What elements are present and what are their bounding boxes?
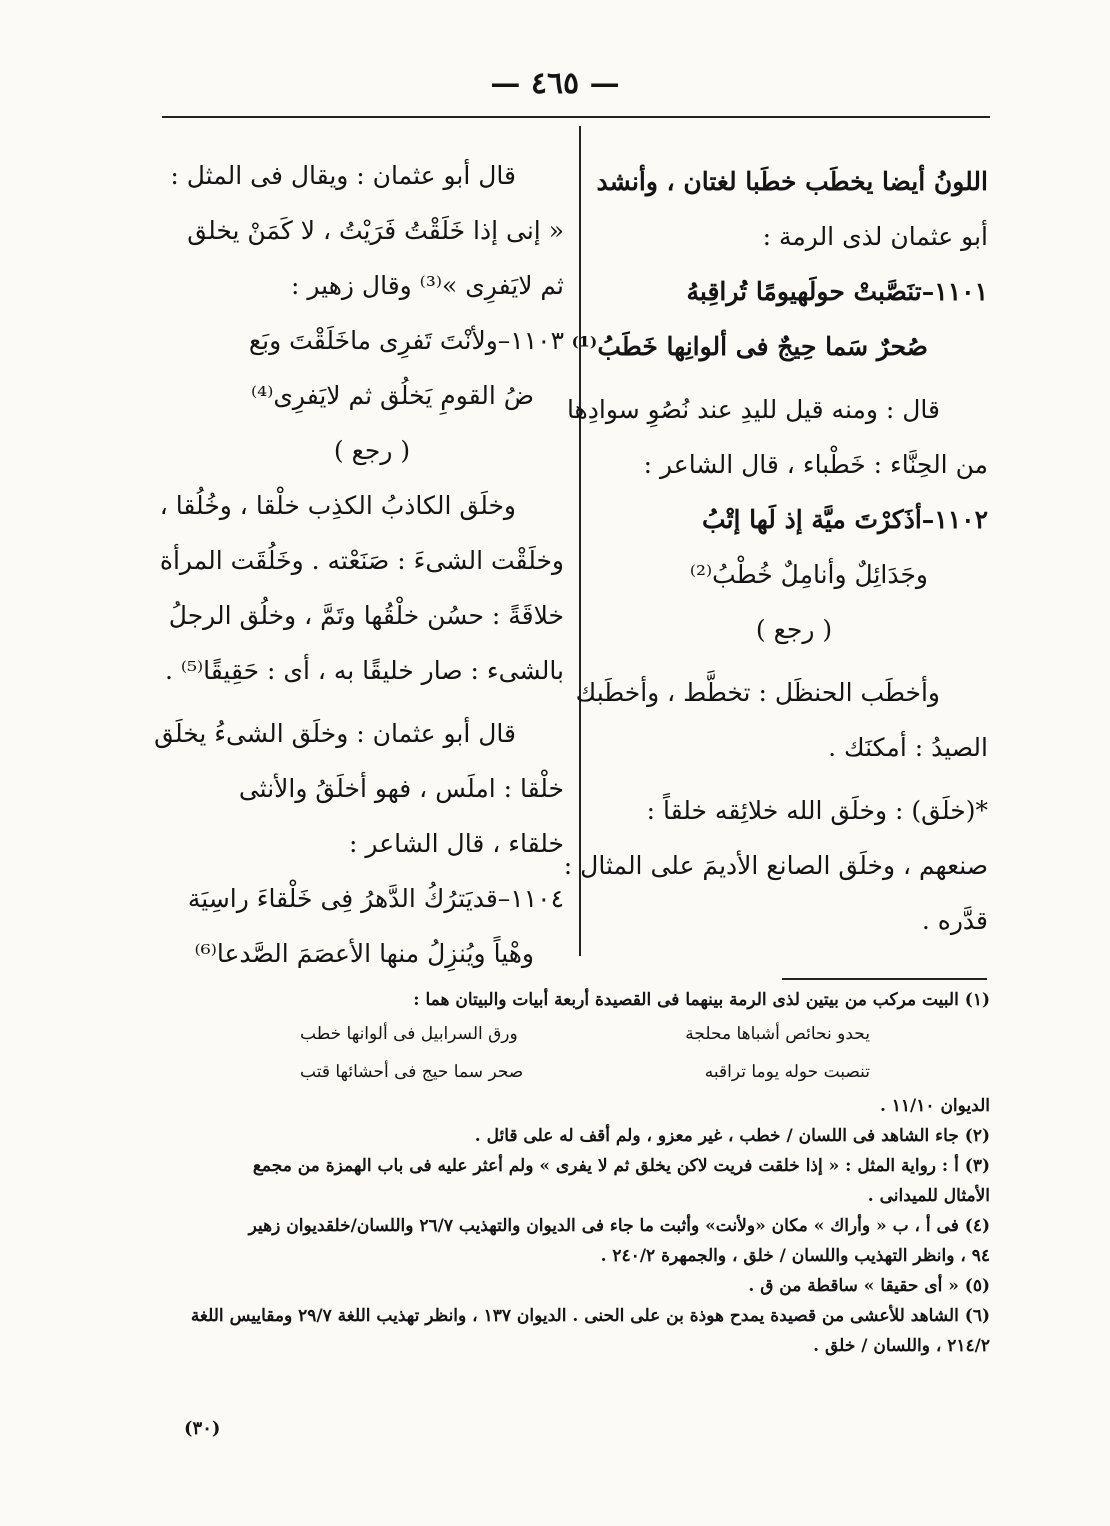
footnote-rule [782, 978, 987, 980]
footnote-3: (٣) أ : رواية المثل : « إذا خلقت فريت لاكن يخلق ثم لا يفرى » ولم أعثر عليه فى باب الهمزة من مجمع [252, 1156, 990, 1176]
signature-mark: (٣٠) [184, 1418, 221, 1439]
text-line: قال أبو عثمان : ويقال فى المثل : [170, 161, 516, 190]
text-line: وخلَق الكاذبُ الكذِب خلْقا ، وخُلُقا ، [159, 491, 516, 520]
text-line: أبو عثمان لذى الرمة : [762, 222, 988, 251]
text-line: قال أبو عثمان : وخلَق الشىءُ يخلَق [154, 719, 516, 748]
verse-1102-second-half: وجَدَائِلٌ وأنامِلٌ خُطْبُ⁽²⁾ [689, 560, 928, 589]
footnote-1-verse-1 [170, 1015, 990, 1053]
right-column [563, 154, 988, 948]
text-line: قال : ومنه قيل لليدِ عند نُصُوِ سوادِها [566, 395, 940, 424]
return-marker: ( رجع ) [333, 436, 411, 465]
verse-1103-first-half: ١١٠٣–ولأنْتَ تَفرِى ماخَلَقْتَ وبَع [248, 326, 564, 355]
header-rule [162, 116, 990, 118]
footnote-1-source: الديوان ١١/١٠ . [879, 1096, 990, 1116]
verse-hemistich: صحر سما حيج فى أحشائها قتب [300, 1062, 524, 1082]
text-line: قدَّره . [921, 906, 988, 935]
footnote-1-verse-2 [170, 1053, 990, 1091]
verse-1104-second-half: وهْياً ويُنزِلُ منها الأعصَمَ الصَّدعا⁽⁶⁾ [194, 939, 534, 968]
column-divider [579, 126, 581, 956]
text-line: اللونُ أيضا يخطَب خطَبا لغتان ، وأنشد [596, 167, 988, 196]
text-line: وخلَقْت الشىءَ : صَنَعْته . وخَلُقَت المرأة [159, 546, 564, 575]
footnote-3-continued: الأمثال للميدانى . [867, 1186, 990, 1206]
verse-1101-first-half: ١١٠١–تنَصَّبتْ حولَهيومًا تُراقِبهُ [686, 277, 988, 306]
text-line: خلْقا : املَس ، فهو أخلَقُ والأنثى [238, 774, 564, 803]
text-line: الصيدُ : أمكنَك . [828, 733, 988, 762]
entry-heading-khalaqa: *(خلَق) : وخلَق الله خلائِقه خلقاً : [646, 796, 988, 825]
footnote-4-continued: ٩٤ ، وانظر التهذيب واللسان / خلق ، والجمهرة ٢٤٠/٢ . [600, 1246, 990, 1266]
text-line: بالشىء : صار خليقًا به ، أى : حَقِيقًا⁽⁵⁾ . [164, 656, 564, 685]
verse-hemistich: ورق السرابيل فى ألوانها خطب [300, 1024, 518, 1044]
text-line: صنعهم ، وخلَق الصانع الأديمَ على المثال : [563, 851, 988, 880]
return-marker: ( رجع ) [755, 615, 833, 644]
verse-1101-second-half: صُحرٌ سَما حِيجٌ فى ألوانِها خَطَبُ⁽¹⁾ [571, 332, 928, 361]
footnote-2: (٢) جاء الشاهد فى اللسان / خطب ، غير معزو ، ولم أقف له على قائل . [474, 1126, 990, 1146]
page-number: — ٤٦٥ — [490, 66, 620, 101]
text-line: ثم لايَفرِى »⁽³⁾ وقال زهير : [291, 271, 564, 300]
footnote-4: (٤) فى أ ، ب « وأراك » مكان «ولأنت» وأثبت ما جاء فى الديوان والتهذيب ٢٦/٧ واللسان/خلقديوان زهير [248, 1216, 990, 1236]
text-line: « إنى إذا خَلَقْتُ فَرَيْتُ ، لا كَمَنْ يخلق [187, 216, 564, 245]
footnote-5: (٥) « أى حقيقا » ساقطة من ق . [748, 1276, 990, 1296]
footnote-6-continued: ٢١٤/٢ ، واللسان / خلق . [813, 1336, 990, 1356]
text-line: وأخطَب الحنظَل : تخطَّط ، وأخطَبك [575, 678, 940, 707]
left-column [154, 148, 564, 981]
footnote-6: (٦) الشاهد للأعشى من قصيدة يمدح هوذة بن على الحنى . الديوان ١٣٧ ، وانظر تهذيب اللغة ٢٩/٧ ومقاييس اللغة [190, 1306, 990, 1326]
footnotes [170, 985, 990, 1361]
text-line: من الحِنَّاء : خَطْباء ، قال الشاعر : [643, 450, 988, 479]
verse-hemistich: يحدو نحائص أشباها محلجة [685, 1024, 870, 1044]
verse-1104-first-half: ١١٠٤–قديَترُكُ الدَّهرُ فِى خَلْقاءَ راسِيَة [187, 884, 564, 913]
verse-1103-second-half: ضُ القومِ يَخلُق ثم لايَفرِى⁽⁴⁾ [251, 381, 534, 410]
footnote-1-intro: (١) البيت مركب من بيتين لذى الرمة بينهما فى القصيدة أربعة أبيات والبيتان هما : [413, 990, 990, 1010]
verse-hemistich: تنصبت حوله يوما تراقبه [704, 1062, 870, 1082]
text-line: خلقاء ، قال الشاعر : [349, 829, 564, 858]
text-line: خلاقَةً : حسُن خلْقُها وتَمَّ ، وخلُق الرجلُ [168, 601, 564, 630]
verse-1102-first-half: ١١٠٢–أذَكرْتَ ميَّة إذ لَها إتْبُ [702, 505, 988, 534]
